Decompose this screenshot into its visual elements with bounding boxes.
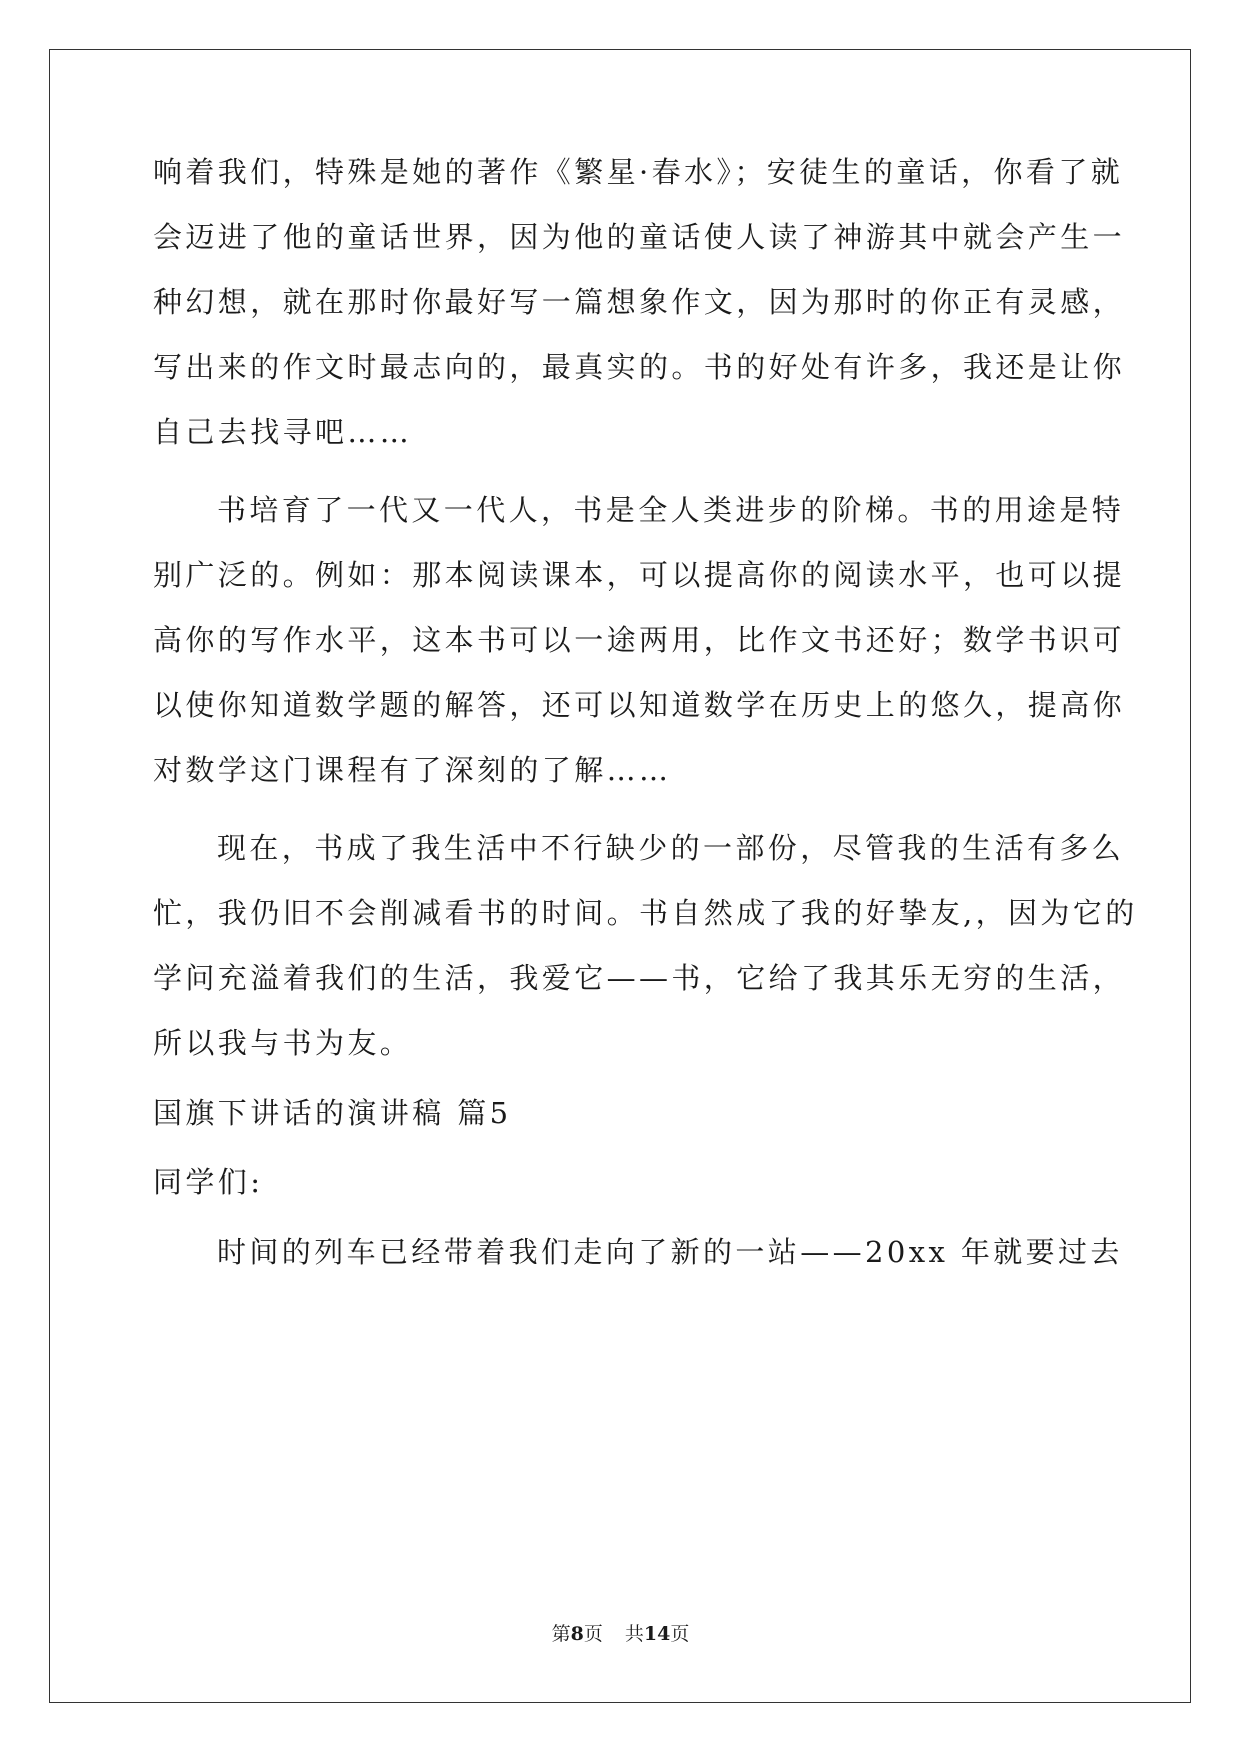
footer-total-prefix: 共 — [624, 1623, 644, 1645]
footer-page-unit: 页 — [583, 1623, 603, 1645]
page-footer — [0, 1622, 1241, 1646]
paragraph-line: 响着我们，特殊是她的著作《繁星·春水》；安徒生的童话，你看了就 — [153, 155, 1124, 189]
paragraph-line: 会迈进了他的童话世界，因为他的童话使人读了神游其中就会产生一 — [153, 220, 1126, 254]
salutation: 同学们: — [153, 1165, 264, 1199]
paragraph-line: 所以我与书为友。 — [153, 1026, 413, 1060]
paragraph-line: 忙，我仍旧不会削减看书的时间。书自然成了我的好挚友,，因为它的 — [153, 896, 1138, 930]
paragraph-line: 现在，书成了我生活中不行缺少的一部份，尽管我的生活有多么 — [217, 831, 1125, 865]
footer-total-unit: 页 — [670, 1623, 690, 1645]
paragraph-line: 别广泛的。例如：那本阅读课本，可以提高你的阅读水平，也可以提 — [153, 558, 1126, 592]
paragraph-line: 写出来的作文时最志向的，最真实的。书的好处有许多，我还是让你 — [153, 350, 1126, 384]
section-heading: 国旗下讲话的演讲稿 篇5 — [153, 1096, 512, 1130]
paragraph-line: 时间的列车已经带着我们走向了新的一站——20xx 年就要过去 — [217, 1235, 1123, 1269]
paragraph-line: 高你的写作水平，这本书可以一途两用，比作文书还好；数学书识可 — [153, 623, 1126, 657]
paragraph-line: 学问充溢着我们的生活，我爱它——书，它给了我其乐无穷的生活， — [153, 961, 1126, 995]
paragraph-line: 自己去找寻吧…… — [153, 415, 413, 449]
paragraph-line: 对数学这门课程有了深刻的了解…… — [153, 753, 672, 787]
paragraph-line: 以使你知道数学题的解答，还可以知道数学在历史上的悠久，提高你 — [153, 688, 1126, 722]
total-pages-number: 14 — [643, 1623, 671, 1645]
footer-prefix: 第 — [551, 1623, 571, 1645]
current-page-number: 8 — [570, 1623, 584, 1645]
paragraph-line: 种幻想，就在那时你最好写一篇想象作文，因为那时的你正有灵感， — [153, 285, 1126, 319]
paragraph-line: 书培育了一代又一代人，书是全人类进步的阶梯。书的用途是特 — [217, 493, 1125, 527]
